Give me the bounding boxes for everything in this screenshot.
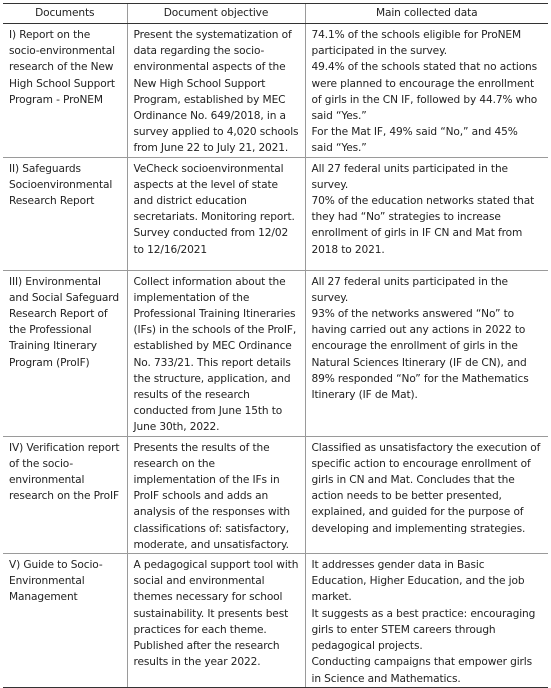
collected-data-line: It suggests as a best practice: encouraging girls to enter STEM careers through pedagogical projects. xyxy=(311,607,536,653)
collected-data-cell xyxy=(305,436,548,553)
table-row xyxy=(3,157,548,270)
collected-data-line: Classified as unsatisfactory the execution of specific action to encourage enrollment of girls in CN and Mat. Concludes that the action needs to be better presented, explained, and guided for the purpose of developing and implementing strategies. xyxy=(311,441,541,535)
collected-data-line: Conducting campaigns that empower girls in Science and Mathematics. xyxy=(311,656,533,685)
document-cell: III) Environmental and Social Safeguard Research Report of the Professional Training Itinerary Program (ProIF) xyxy=(3,270,127,436)
collected-data-cell xyxy=(305,24,548,158)
collected-data-line: For the Mat IF, 49% said “No,” and 45% said “Yes.” xyxy=(311,126,518,155)
header-documents: Documents xyxy=(3,4,127,24)
header-main-collected-data: Main collected data xyxy=(305,4,548,24)
collected-data-cell xyxy=(305,270,548,436)
table-row xyxy=(3,24,548,158)
collected-data-cell xyxy=(305,157,548,270)
objective-cell: Collect information about the implementation of the Professional Training Itineraries (IFs) in the schools of the ProIF, established by MEC Ordinance No. 733/21. This report details the structure, application, and results of the research conducted from June 15th to June 30th, 2022. xyxy=(127,270,305,436)
document-cell: II) Safeguards Socioenvironmental Research Report xyxy=(3,157,127,270)
collected-data-line: All 27 federal units participated in the survey. xyxy=(311,275,508,304)
objective-cell: A pedagogical support tool with social and environmental themes necessary for school sustainability. It presents best practices for each theme. Published after the research results in the year 2022. xyxy=(127,554,305,688)
objective-cell: Presents the results of the research on the implementation of the IFs in ProIF schools and adds an analysis of the responses with classifications of: satisfactory, moderate, and unsatisfactory. xyxy=(127,436,305,553)
table-row xyxy=(3,270,548,436)
collected-data-line: 93% of the networks answered “No” to having carried out any actions in 2022 to encourage the enrollment of girls in the Natural Sciences Itinerary (IF de CN), and 89% responded “No” for the Mathematics Itinerary (IF de Mat). xyxy=(311,308,529,402)
table-body xyxy=(3,24,548,688)
header-document-objective: Document objective xyxy=(127,4,305,24)
document-cell: V) Guide to Socio-Environmental Management xyxy=(3,554,127,688)
objective-cell: Present the systematization of data regarding the socio-environmental aspects of the New High School Support Program, established by MEC Ordinance No. 649/2018, in a survey applied to 4,020 schools from June 22 to July 21, 2021. xyxy=(127,24,305,158)
collected-data-line: It addresses gender data in Basic Education, Higher Education, and the job market. xyxy=(311,559,525,604)
collected-data-line: 74.1% of the schools eligible for ProNEM participated in the survey. xyxy=(311,29,522,58)
table-row xyxy=(3,554,548,688)
collected-data-line: All 27 federal units participated in the survey. xyxy=(311,162,508,191)
document-cell: IV) Verification report of the socio-environmental research on the ProIF xyxy=(3,436,127,553)
documents-table xyxy=(3,3,548,688)
header-row xyxy=(3,4,548,24)
collected-data-cell xyxy=(305,554,548,688)
collected-data-line: 49.4% of the schools stated that no actions were planned to encourage the enrollment of girls in the CN IF, followed by 44.7% who said “Yes.” xyxy=(311,61,538,123)
collected-data-line: 70% of the education networks stated that they had “No” strategies to increase enrollment of girls in IF CN and Mat from 2018 to 2021. xyxy=(311,195,535,256)
table-header xyxy=(3,4,548,24)
document-cell: I) Report on the socio-environmental research of the New High School Support Program - ProNEM xyxy=(9,29,115,106)
table-row xyxy=(3,436,548,553)
objective-cell: VeCheck socioenvironmental aspects at the level of state and district education secretariats. Monitoring report. Survey conducted from 12/02 to 12/16/2021 xyxy=(127,157,305,270)
